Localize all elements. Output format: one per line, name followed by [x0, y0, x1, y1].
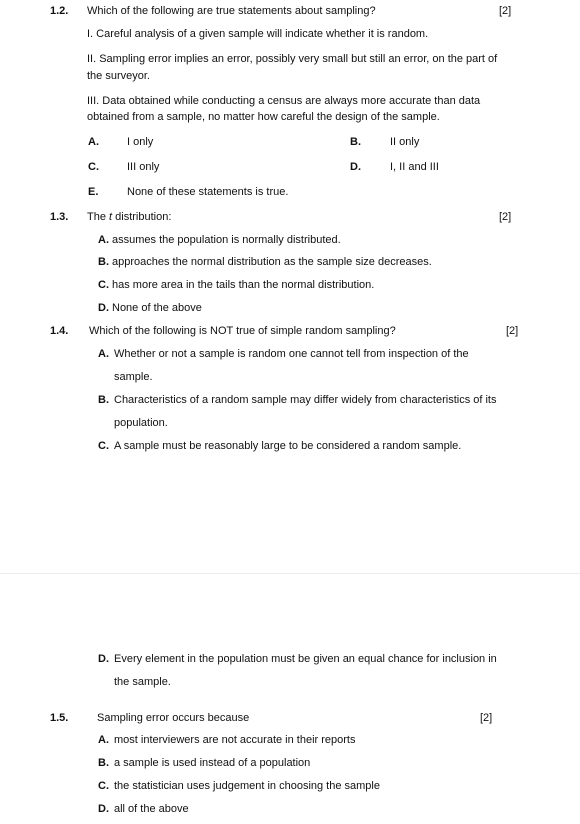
page-break-divider: [0, 573, 580, 574]
option-text-line-2: the sample.: [114, 676, 171, 688]
option-letter: A.: [98, 234, 109, 246]
marks-badge: [2]: [499, 5, 512, 17]
statement-2-line-1: II. Sampling error implies an error, possibly very small but still an error, on the part of: [87, 53, 498, 65]
stem-suffix: distribution:: [112, 211, 172, 223]
option-letter: C.: [88, 161, 99, 173]
option-text-line-1: Whether or not a sample is random one cannot tell from inspection of the: [114, 348, 469, 360]
question-stem: Which of the following are true statements about sampling?: [87, 5, 376, 17]
option-text-line-2: sample.: [114, 371, 153, 383]
option-text: I only: [127, 136, 154, 148]
option-text: has more area in the tails than the normal distribution.: [112, 279, 375, 291]
marks-badge: [2]: [499, 211, 512, 223]
stem-prefix: The: [87, 211, 110, 223]
option-letter: B.: [98, 394, 109, 406]
option-letter: C.: [98, 440, 109, 452]
question-stem: Sampling error occurs because: [97, 712, 250, 724]
option-letter: D.: [98, 653, 109, 665]
question-number: 1.2.: [50, 5, 69, 17]
option-text: assumes the population is normally distributed.: [112, 234, 341, 246]
statement-1: I. Careful analysis of a given sample will indicate whether it is random.: [87, 28, 429, 40]
option-text: III only: [127, 161, 160, 173]
option-letter: C.: [98, 279, 109, 291]
option-letter: A.: [88, 136, 99, 148]
statement-3-line-2: obtained from a sample, no matter how careful the design of the sample.: [87, 111, 440, 123]
option-text-line-1: Every element in the population must be given an equal chance for inclusion in: [114, 653, 497, 665]
option-letter: D.: [350, 161, 361, 173]
option-text: all of the above: [114, 803, 189, 815]
option-letter: A.: [98, 348, 109, 360]
option-text-line-1: A sample must be reasonably large to be considered a random sample.: [114, 440, 462, 452]
option-letter: B.: [350, 136, 361, 148]
option-text: approaches the normal distribution as the sample size decreases.: [112, 256, 432, 268]
option-text: None of the above: [112, 302, 202, 314]
option-text: most interviewers are not accurate in their reports: [114, 734, 356, 746]
statement-2-line-2: the surveyor.: [87, 70, 150, 82]
question-number: 1.4.: [50, 325, 69, 337]
option-letter: D.: [98, 803, 109, 815]
option-letter: A.: [98, 734, 109, 746]
option-letter: C.: [98, 780, 109, 792]
option-letter: D.: [98, 302, 109, 314]
option-text: II only: [390, 136, 420, 148]
question-number: 1.3.: [50, 211, 69, 223]
option-letter: B.: [98, 256, 109, 268]
marks-badge: [2]: [480, 712, 493, 724]
statement-3-line-1: III. Data obtained while conducting a census are always more accurate than data: [87, 95, 481, 107]
option-text: None of these statements is true.: [127, 186, 289, 198]
option-text: I, II and III: [390, 161, 439, 173]
question-stem: [87, 211, 171, 223]
marks-badge: [2]: [506, 325, 519, 337]
option-text-line-1: Characteristics of a random sample may differ widely from characteristics of its: [114, 394, 497, 406]
option-letter: E.: [88, 186, 99, 198]
option-text: the statistician uses judgement in choosing the sample: [114, 780, 380, 792]
question-number: 1.5.: [50, 712, 69, 724]
stem-italic: t: [109, 211, 113, 223]
option-letter: B.: [98, 757, 109, 769]
question-stem: Which of the following is NOT true of simple random sampling?: [89, 325, 396, 337]
option-text-line-2: population.: [114, 417, 168, 429]
option-text: a sample is used instead of a population: [114, 757, 311, 769]
